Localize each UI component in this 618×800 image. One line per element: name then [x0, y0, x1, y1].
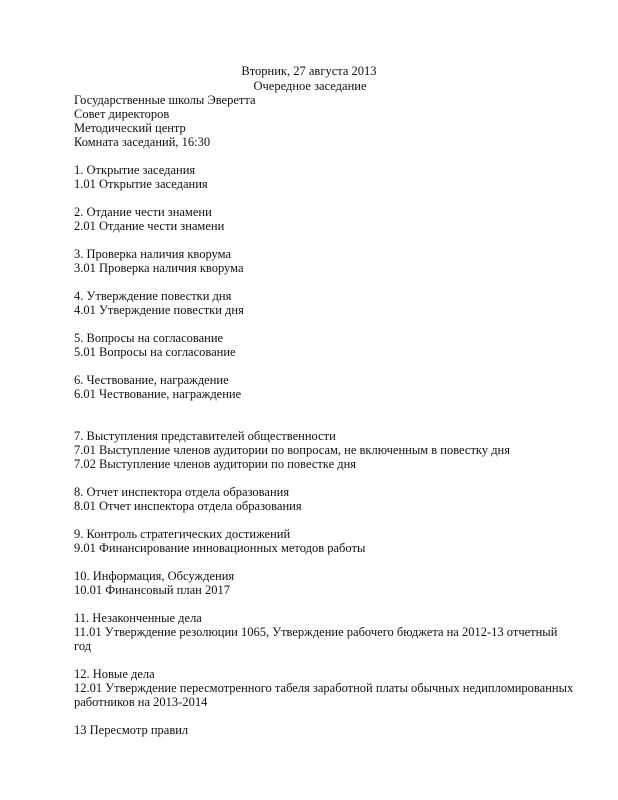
board-name: Совет директоров — [74, 107, 170, 121]
agenda-section — [74, 527, 574, 555]
section-title: 8. Отчет инспектора отдела образования — [74, 485, 290, 499]
agenda-section — [74, 289, 574, 317]
agenda-item: 10.01 Финансовый план 2017 — [74, 583, 230, 597]
agenda-section — [74, 429, 574, 471]
agenda-item: 7.01 Выступление членов аудитории по вопросам, не включенным в повестку дня — [74, 443, 510, 457]
agenda-item: 4.01 Утверждение повестки дня — [74, 303, 244, 317]
section-title: 10. Информация, Обсуждения — [74, 569, 235, 583]
center-name: Методический центр — [74, 121, 186, 135]
agenda-item: 3.01 Проверка наличия кворума — [74, 261, 244, 275]
agenda-item: 12.01 Утверждение пересмотренного табеля заработной платы обычных недипломированных работников на 2013-2014 — [74, 681, 574, 709]
section-title: 4. Утверждение повестки дня — [74, 289, 232, 303]
agenda-section — [74, 331, 574, 359]
district-name: Государственные школы Эверетта — [74, 93, 256, 107]
meeting-type: Очередное заседание — [253, 79, 367, 93]
agenda-item: 5.01 Вопросы на согласование — [74, 345, 236, 359]
agenda-item: 11.01 Утверждение резолюции 1065, Утверждение рабочего бюджета на 2012-13 отчетный год — [74, 625, 558, 653]
agenda-item: 9.01 Финансирование инновационных методов работы — [74, 541, 366, 555]
agenda-item: 8.01 Отчет инспектора отдела образования — [74, 499, 302, 513]
agenda-section — [74, 163, 574, 191]
agenda-sections — [74, 163, 574, 737]
section-title: 9. Контроль стратегических достижений — [74, 527, 291, 541]
agenda-section — [74, 667, 574, 709]
section-title: 2. Отдание чести знамени — [74, 205, 212, 219]
agenda-section — [74, 485, 574, 513]
agenda-item: 1.01 Открытие заседания — [74, 177, 208, 191]
agenda-section — [74, 205, 574, 233]
meeting-date: Вторник, 27 августа 2013 — [241, 64, 377, 78]
agenda-section — [74, 373, 574, 401]
agenda-section — [74, 247, 574, 275]
agenda-item: 2.01 Отдание чести знамени — [74, 219, 225, 233]
agenda-section — [74, 723, 574, 737]
agenda-item: 7.02 Выступление членов аудитории по повестке дня — [74, 457, 357, 471]
section-title: 7. Выступления представителей общественности — [74, 429, 336, 443]
room-and-time: Комната заседаний, 16:30 — [74, 135, 211, 149]
agenda-section — [74, 611, 574, 653]
section-title: 11. Незаконченные дела — [74, 611, 202, 625]
organization-block — [74, 93, 256, 149]
section-title: 3. Проверка наличия кворума — [74, 247, 232, 261]
section-title: 5. Вопросы на согласование — [74, 331, 224, 345]
section-title: 1. Открытие заседания — [74, 163, 196, 177]
agenda-item: 6.01 Чествование, награждение — [74, 387, 242, 401]
section-title: 12. Новые дела — [74, 667, 155, 681]
section-title: 13 Пересмотр правил — [74, 723, 189, 737]
section-title: 6. Чествование, награждение — [74, 373, 229, 387]
agenda-section — [74, 569, 574, 597]
